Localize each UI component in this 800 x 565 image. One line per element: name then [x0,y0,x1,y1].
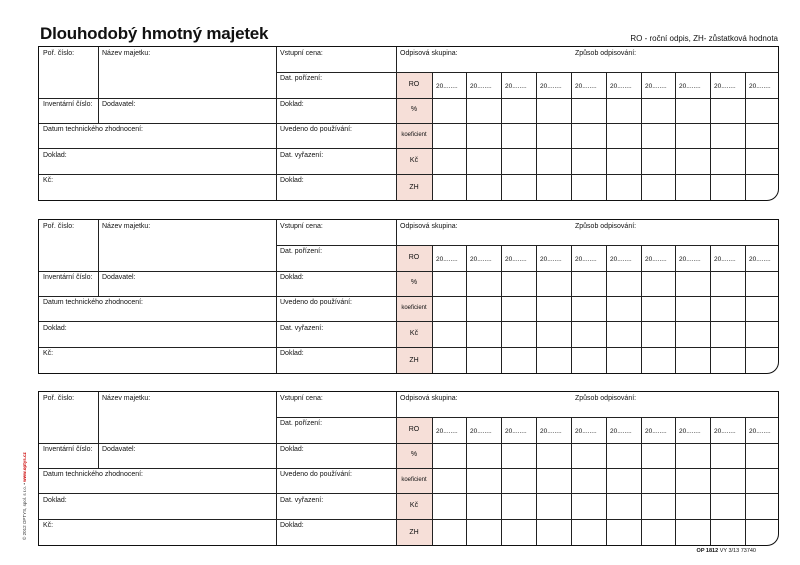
label-datum-zhodnoceni: Datum technického zhodnocení: [43,471,144,478]
year-field[interactable]: 20........ [679,83,701,90]
hline-middle [276,98,396,99]
vline-middle [276,392,277,546]
vline-labels [432,245,433,374]
vline-year [571,417,572,546]
hline-table [396,493,779,494]
vline-year [675,245,676,374]
footer-code-bold: OP 1812 [696,548,719,554]
year-field[interactable]: 20........ [575,83,597,90]
vline-year [536,417,537,546]
label-dat-vyrazeni: Dat. vyřazení: [280,325,324,332]
label-uvedeno: Uvedeno do používání: [280,471,352,478]
label-odpisova-skupina: Odpisová skupina: [400,395,458,402]
vline-year [536,72,537,201]
hline-table [396,123,779,124]
label-nazev-majetku: Název majetku: [102,50,151,57]
vline-year [710,72,711,201]
vline-year [745,72,746,201]
hline-left [39,468,276,469]
year-field[interactable]: 20........ [714,256,736,263]
row-label: RO [408,425,420,433]
vline-year [745,245,746,374]
vline-year [675,72,676,201]
hline-middle [276,72,396,73]
vline-left [98,392,99,468]
hline-left [39,519,276,520]
vline-year [606,72,607,201]
vline-year [606,417,607,546]
vline-year [501,72,502,201]
vline-middle [276,220,277,374]
label-doklad: Doklad: [280,446,304,453]
side-url: www.optys.cz [22,452,27,482]
year-field[interactable]: 20........ [714,428,736,435]
label-por-cislo: Poř. číslo: [43,50,75,57]
label-datum-zhodnoceni: Datum technického zhodnocení: [43,299,144,306]
hline-middle [276,417,396,418]
year-field[interactable]: 20........ [505,256,527,263]
year-field[interactable]: 20........ [575,428,597,435]
label-nazev-majetku: Název majetku: [102,395,151,402]
label-inventarni-cislo: Inventární číslo: [43,101,93,108]
year-field[interactable]: 20........ [714,83,736,90]
label-dodavatel: Dodavatel: [102,446,136,453]
label-nazev-majetku: Název majetku: [102,223,151,230]
label-kc: Kč: [43,177,54,184]
hline-table [396,245,779,246]
vline-labels [432,72,433,201]
row-label: koeficient [401,476,427,483]
year-field[interactable]: 20........ [610,256,632,263]
label-doklad: Doklad: [280,350,304,357]
hline-table [396,98,779,99]
label-dat-vyrazeni: Dat. vyřazení: [280,497,324,504]
year-field[interactable]: 20........ [436,256,458,263]
hline-middle [276,148,396,149]
hline-table [396,174,779,175]
label-doklad: Doklad: [43,152,67,159]
year-field[interactable]: 20........ [540,83,562,90]
year-field[interactable]: 20........ [540,428,562,435]
vline-year [536,245,537,374]
year-field[interactable]: 20........ [645,256,667,263]
vline-year [466,245,467,374]
label-por-cislo: Poř. číslo: [43,223,75,230]
hline-left [39,174,276,175]
label-dat-vyrazeni: Dat. vyřazení: [280,152,324,159]
row-label: Kč [409,156,419,164]
hline-table [396,417,779,418]
row-label: ZH [409,183,419,191]
label-zpusob-odpisovani: Způsob odpisování: [575,223,637,230]
hline-middle [276,468,396,469]
vline-year [675,417,676,546]
year-field[interactable]: 20........ [749,256,771,263]
label-uvedeno: Uvedeno do používání: [280,299,352,306]
hline-middle [276,321,396,322]
hline-table [396,148,779,149]
vline-year [710,245,711,374]
vline-middle [276,47,277,201]
label-datum-zhodnoceni: Datum technického zhodnocení: [43,126,144,133]
row-label: ZH [409,356,419,364]
row-label: Kč [409,501,419,509]
hline-middle [276,493,396,494]
vline-left [98,47,99,123]
hline-table [396,271,779,272]
footer-code [697,548,756,554]
hline-middle [276,347,396,348]
vline-year [571,245,572,374]
hline-left [39,148,276,149]
label-doklad: Doklad: [280,101,304,108]
side-copyright: © 2012 OPTYS, spol. s r.o. • www.optys.cz [22,452,27,540]
label-vstupni-cena: Vstupní cena: [280,50,323,57]
row-label: RO [408,80,420,88]
label-odpisova-skupina: Odpisová skupina: [400,50,458,57]
footer-code-rest: VY 3/13 73740 [719,548,756,554]
row-label: Kč [409,329,419,337]
hline-middle [276,123,396,124]
vline-table [396,392,397,546]
label-zpusob-odpisovani: Způsob odpisování: [575,395,637,402]
vline-table [396,47,397,201]
row-label: % [410,451,418,458]
hline-middle [276,519,396,520]
label-doklad: Doklad: [280,522,304,529]
year-field[interactable]: 20........ [610,428,632,435]
year-field[interactable]: 20........ [470,256,492,263]
hline-middle [276,296,396,297]
label-dat-porizeni: Dat. pořízení: [280,248,323,255]
year-field[interactable]: 20........ [470,428,492,435]
label-dat-porizeni: Dat. pořízení: [280,420,323,427]
year-field[interactable]: 20........ [749,428,771,435]
vline-year [641,245,642,374]
year-field[interactable]: 20........ [470,83,492,90]
vline-left [98,220,99,296]
vline-year [745,417,746,546]
hline-table [396,347,779,348]
asset-card [38,391,779,546]
vline-year [606,245,607,374]
year-field[interactable]: 20........ [610,83,632,90]
label-doklad: Doklad: [280,177,304,184]
year-field[interactable]: 20........ [575,256,597,263]
row-label: RO [408,253,420,261]
year-field[interactable]: 20........ [436,83,458,90]
label-por-cislo: Poř. číslo: [43,395,75,402]
hline-middle [276,174,396,175]
row-label: ZH [409,528,419,536]
side-copyright-text: © 2012 OPTYS, spol. s r.o. [22,485,27,540]
vline-table [396,220,397,374]
label-doklad: Doklad: [43,497,67,504]
label-zpusob-odpisovani: Způsob odpisování: [575,50,637,57]
hline-table [396,296,779,297]
label-dat-porizeni: Dat. pořízení: [280,75,323,82]
vline-year [501,417,502,546]
label-vstupni-cena: Vstupní cena: [280,395,323,402]
year-field[interactable]: 20........ [679,256,701,263]
row-label: koeficient [401,131,427,138]
hline-table [396,519,779,520]
vline-labels [432,417,433,546]
legend-text: RO - roční odpis, ZH- zůstatková hodnota [630,34,778,43]
hline-left [39,443,276,444]
hline-left [39,347,276,348]
vline-year [501,245,502,374]
label-vstupni-cena: Vstupní cena: [280,223,323,230]
label-odpisova-skupina: Odpisová skupina: [400,223,458,230]
year-field[interactable]: 20........ [749,83,771,90]
year-field[interactable]: 20........ [505,428,527,435]
label-doklad: Doklad: [43,325,67,332]
page-title: Dlouhodobý hmotný majetek [40,24,269,43]
year-field[interactable]: 20........ [645,83,667,90]
hline-table [396,72,779,73]
label-inventarni-cislo: Inventární číslo: [43,274,93,281]
asset-card [38,46,779,201]
row-label: % [410,106,418,113]
row-label: % [410,279,418,286]
vline-year [710,417,711,546]
label-doklad: Doklad: [280,274,304,281]
vline-year [466,72,467,201]
hline-left [39,296,276,297]
vline-year [571,72,572,201]
row-label: koeficient [401,304,427,311]
hline-left [39,123,276,124]
label-inventarni-cislo: Inventární číslo: [43,446,93,453]
label-dodavatel: Dodavatel: [102,274,136,281]
hline-table [396,468,779,469]
year-field[interactable]: 20........ [645,428,667,435]
hline-left [39,98,276,99]
label-uvedeno: Uvedeno do používání: [280,126,352,133]
hline-left [39,493,276,494]
hline-table [396,443,779,444]
hline-middle [276,443,396,444]
hline-left [39,321,276,322]
year-field[interactable]: 20........ [436,428,458,435]
label-kc: Kč: [43,350,54,357]
hline-left [39,271,276,272]
year-field[interactable]: 20........ [505,83,527,90]
year-field[interactable]: 20........ [679,428,701,435]
asset-card [38,219,779,374]
vline-year [641,72,642,201]
vline-year [466,417,467,546]
vline-year [641,417,642,546]
year-field[interactable]: 20........ [540,256,562,263]
hline-middle [276,245,396,246]
label-dodavatel: Dodavatel: [102,101,136,108]
hline-table [396,321,779,322]
label-kc: Kč: [43,522,54,529]
hline-middle [276,271,396,272]
